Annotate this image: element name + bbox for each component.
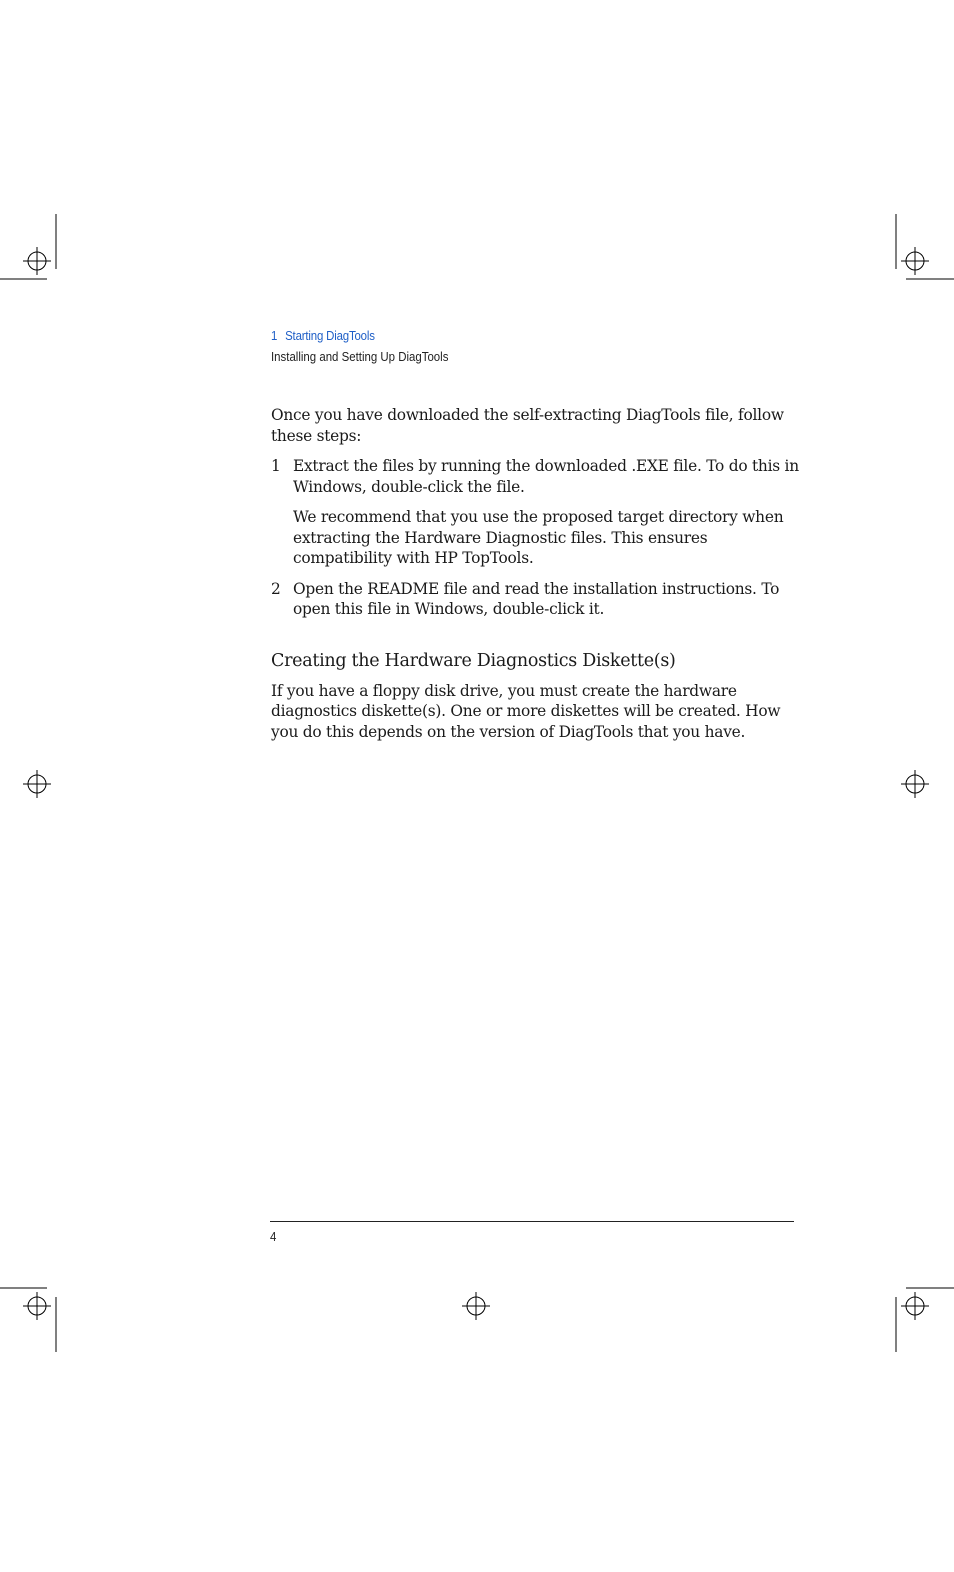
section-title: Installing and Setting Up DiagTools [271, 349, 449, 364]
crop-mark-bottom-right [896, 1288, 954, 1352]
running-header [271, 328, 473, 364]
registration-target-icon [23, 247, 51, 275]
registration-target-icon [901, 770, 929, 798]
step-number: 2 [271, 579, 281, 598]
steps-list [271, 456, 801, 620]
list-item [271, 579, 801, 620]
crop-mark-top-right [896, 214, 954, 279]
step-body [293, 456, 801, 569]
crop-mark-top-left [0, 214, 56, 279]
crop-mark-bottom-left [0, 1288, 56, 1352]
subsection-paragraph: If you have a floppy disk drive, you must create the hardware diagnostics diskette(s). One or more diskettes will be created. How you do this depends on the version of DiagTools that you have. [271, 681, 781, 741]
footer-divider [270, 1221, 794, 1222]
list-item [271, 456, 801, 569]
chapter-heading [271, 328, 448, 343]
step-body [293, 579, 801, 620]
intro-paragraph: Once you have downloaded the self-extracting DiagTools file, follow these steps: [271, 406, 784, 445]
registration-target-icon [462, 1292, 490, 1320]
step-number: 1 [271, 457, 281, 475]
step-text: Open the README file and read the installation instructions. To open this file in Windows, double-click it. [293, 579, 780, 618]
page-content [271, 405, 801, 742]
step-note: We recommend that you use the proposed target directory when extracting the Hardware Diagnostic files. This ensures compatibility with HP TopTools. [293, 508, 784, 567]
chapter-number: 1 [271, 328, 278, 343]
registration-target-icon [23, 770, 51, 798]
chapter-title: Starting DiagTools [285, 328, 375, 343]
registration-target-icon [901, 247, 929, 275]
registration-target-icon [901, 1292, 929, 1320]
step-text: Extract the files by running the downloaded .EXE file. To do this in Windows, double-click the file. [293, 457, 799, 496]
page-number: 4 [270, 1229, 277, 1244]
subsection-heading: Creating the Hardware Diagnostics Diskette(s) [271, 650, 676, 671]
registration-target-icon [23, 1292, 51, 1320]
